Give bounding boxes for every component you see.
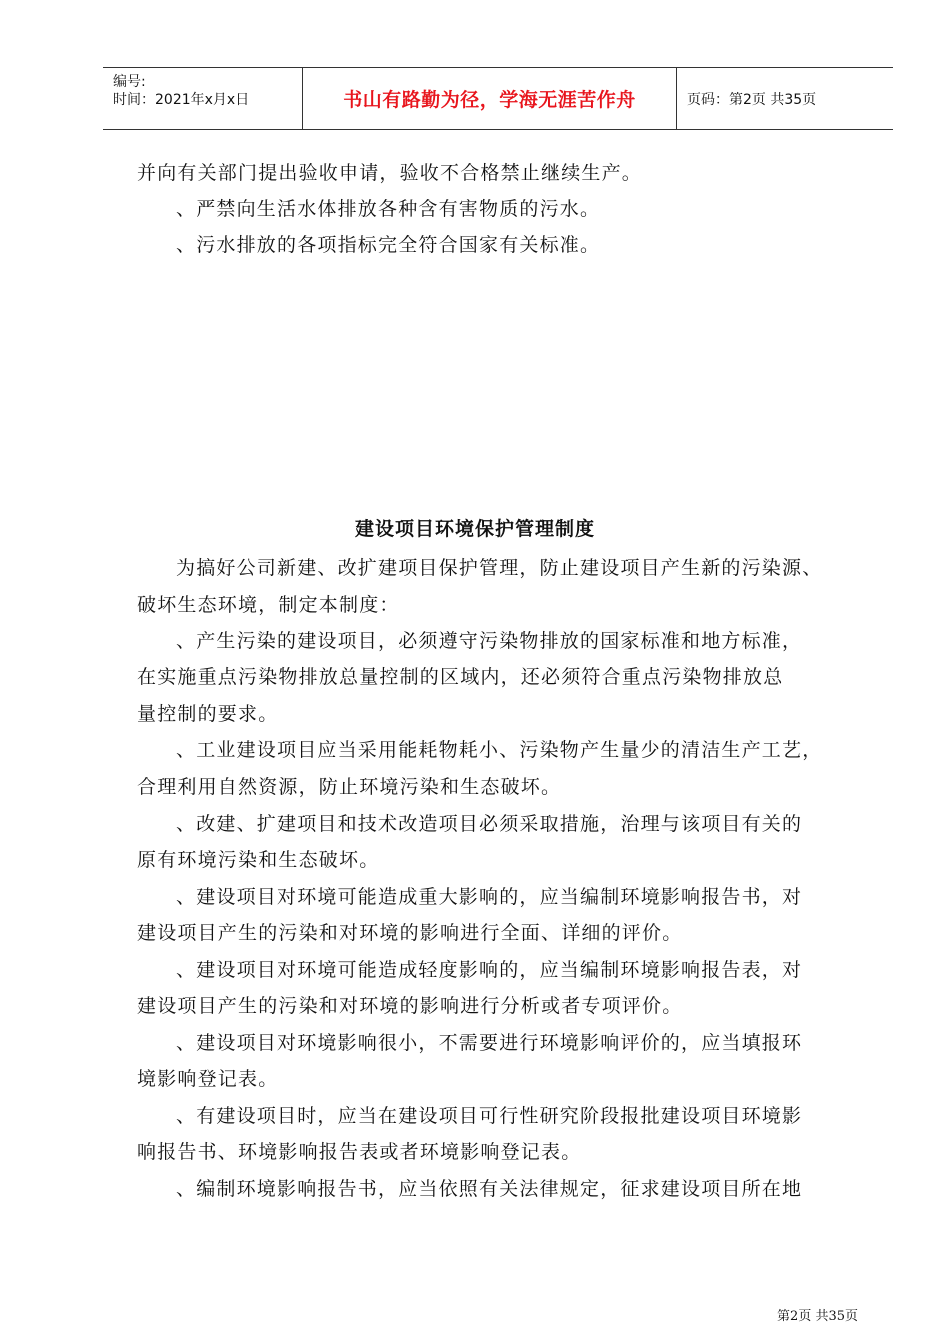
body-line: 、产生污染的建设项目，必须遵守污染物排放的国家标准和地方标准， — [176, 630, 803, 652]
body-line: 在实施重点污染物排放总量控制的区域内，还必须符合重点污染物排放总 — [137, 666, 784, 688]
body-line: 、编制环境影响报告书，应当依照有关法律规定，征求建设项目所在地 — [176, 1178, 803, 1200]
header-motto: 书山有路勤为径，学海无涯苦作舟 — [343, 89, 636, 111]
page-header — [103, 67, 893, 130]
body-line: 、严禁向生活水体排放各种含有害物质的污水。 — [176, 198, 601, 220]
body-line: 、改建、扩建项目和技术改造项目必须采取措施，治理与该项目有关的 — [176, 813, 803, 835]
document-number-label: 编号: — [113, 74, 146, 90]
body-line: 建设项目产生的污染和对环境的影响进行全面、详细的评价。 — [137, 922, 683, 944]
header-page-info: 页码：第2页 共35页 — [687, 91, 817, 108]
body-line: 建设项目产生的污染和对环境的影响进行分析或者专项评价。 — [137, 995, 683, 1017]
body-line: 响报告书、环境影响报告表或者环境影响登记表。 — [137, 1141, 582, 1163]
body-line: 、有建设项目时，应当在建设项目可行性研究阶段报批建设项目环境影 — [176, 1105, 803, 1127]
body-line: 、建设项目对环境可能造成轻度影响的，应当编制环境影响报告表，对 — [176, 959, 803, 981]
body-line: 境影响登记表。 — [137, 1068, 279, 1090]
page-footer: 第2页 共35页 — [777, 1309, 858, 1324]
body-line: 并向有关部门提出验收申请，验收不合格禁止继续生产。 — [137, 162, 643, 184]
body-line: 原有环境污染和生态破坏。 — [137, 849, 380, 871]
body-line: 为搞好公司新建、改扩建项目保护管理，防止建设项目产生新的污染源、 — [176, 557, 823, 579]
body-line: 量控制的要求。 — [137, 703, 279, 725]
header-meta-cell — [103, 68, 303, 129]
section-title: 建设项目环境保护管理制度 — [354, 518, 595, 540]
body-line: 、建设项目对环境可能造成重大影响的，应当编制环境影响报告书，对 — [176, 886, 803, 908]
body-line: 、工业建设项目应当采用能耗物耗小、污染物产生量少的清洁生产工艺， — [176, 739, 823, 761]
header-motto-cell — [303, 68, 677, 129]
body-line: 、污水排放的各项指标完全符合国家有关标准。 — [176, 234, 601, 256]
body-line: 、建设项目对环境影响很小，不需要进行环境影响评价的，应当填报环 — [176, 1032, 803, 1054]
body-line: 破坏生态环境，制定本制度： — [137, 594, 400, 616]
body-line: 合理利用自然资源，防止环境污染和生态破坏。 — [137, 776, 562, 798]
document-time-label: 时间：2021年x月x日 — [113, 92, 250, 108]
